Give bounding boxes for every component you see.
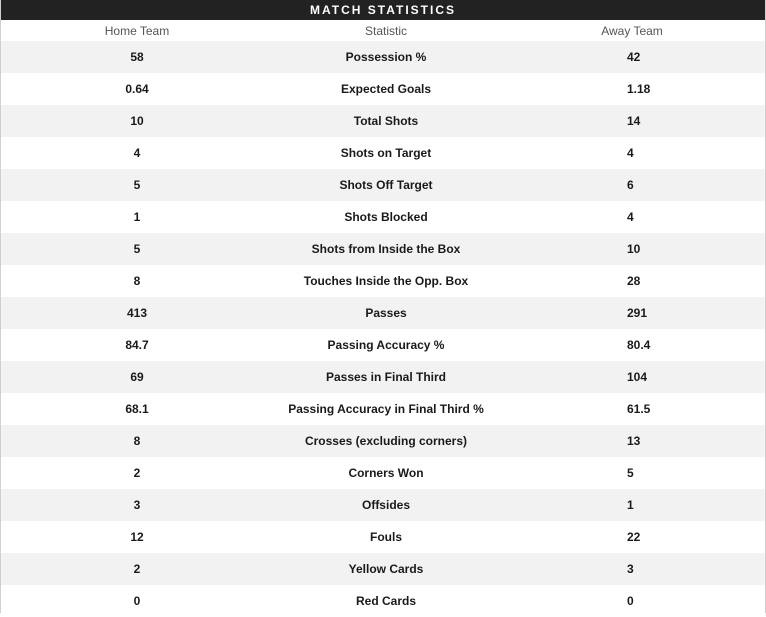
table-row [1,233,765,265]
home-value: 2 [133,466,141,480]
home-value: 69 [130,370,144,384]
away-value: 10 [627,242,641,256]
statistic-label: Shots from Inside the Box [311,242,461,256]
panel-title: MATCH STATISTICS [1,0,765,20]
table-row [1,297,765,329]
statistic-label: Touches Inside the Opp. Box [303,274,469,288]
away-value: 28 [627,274,641,288]
home-value: 2 [133,562,141,576]
header-home-team: Home Team [104,23,170,38]
home-value: 58 [130,50,144,64]
statistic-label: Possession % [345,50,427,64]
home-value: 5 [133,178,141,192]
statistic-label: Shots on Target [340,146,432,160]
table-row [1,425,765,457]
table-row [1,169,765,201]
statistic-label: Corners Won [348,466,424,480]
home-value: 10 [130,114,144,128]
away-value: 1.18 [627,82,651,96]
table-row [1,41,765,73]
statistic-label: Passes [365,306,407,320]
away-value: 13 [627,434,641,448]
statistic-label: Red Cards [355,594,417,608]
table-row [1,393,765,425]
statistic-label: Offsides [361,498,410,512]
table-row [1,201,765,233]
statistic-label: Passing Accuracy in Final Third % [288,402,484,416]
away-value: 291 [627,306,648,320]
home-value: 68.1 [125,402,149,416]
away-value: 61.5 [627,402,651,416]
header-away-team: Away Team [601,23,663,38]
statistic-label: Shots Blocked [344,210,428,224]
table-row [1,585,765,617]
table-row [1,521,765,553]
away-value: 104 [627,370,648,384]
home-value: 5 [133,242,141,256]
table-row [1,553,765,585]
table-row [1,457,765,489]
home-value: 4 [133,146,141,160]
home-value: 413 [126,306,148,320]
table-header [1,20,765,41]
header-statistic: Statistic [364,23,407,38]
away-value: 5 [627,466,634,480]
home-value: 3 [133,498,141,512]
home-value: 0 [133,594,141,608]
statistic-label: Crosses (excluding corners) [304,434,468,448]
home-value: 84.7 [125,338,149,352]
away-value: 3 [627,562,634,576]
statistic-label: Passing Accuracy % [327,338,445,352]
table-row [1,137,765,169]
away-value: 0 [627,594,634,608]
table-row [1,489,765,521]
home-value: 0.64 [125,82,149,96]
table-row [1,265,765,297]
home-value: 8 [133,274,141,288]
away-value: 4 [627,146,634,160]
away-value: 1 [627,498,634,512]
statistic-label: Passes in Final Third [325,370,447,384]
statistic-label: Expected Goals [340,82,432,96]
home-value: 12 [130,530,144,544]
away-value: 14 [627,114,641,128]
table-row [1,329,765,361]
statistic-label: Fouls [370,530,402,544]
home-value: 1 [133,210,141,224]
away-value: 4 [627,210,634,224]
statistic-label: Yellow Cards [348,562,424,576]
away-value: 22 [627,530,641,544]
stats-table-body [1,41,765,617]
table-row [1,73,765,105]
table-row [1,361,765,393]
statistic-label: Total Shots [353,114,419,128]
away-value: 80.4 [627,338,651,352]
statistic-label: Shots Off Target [339,178,433,192]
home-value: 8 [133,434,141,448]
away-value: 6 [627,178,634,192]
away-value: 42 [627,50,641,64]
table-row [1,105,765,137]
